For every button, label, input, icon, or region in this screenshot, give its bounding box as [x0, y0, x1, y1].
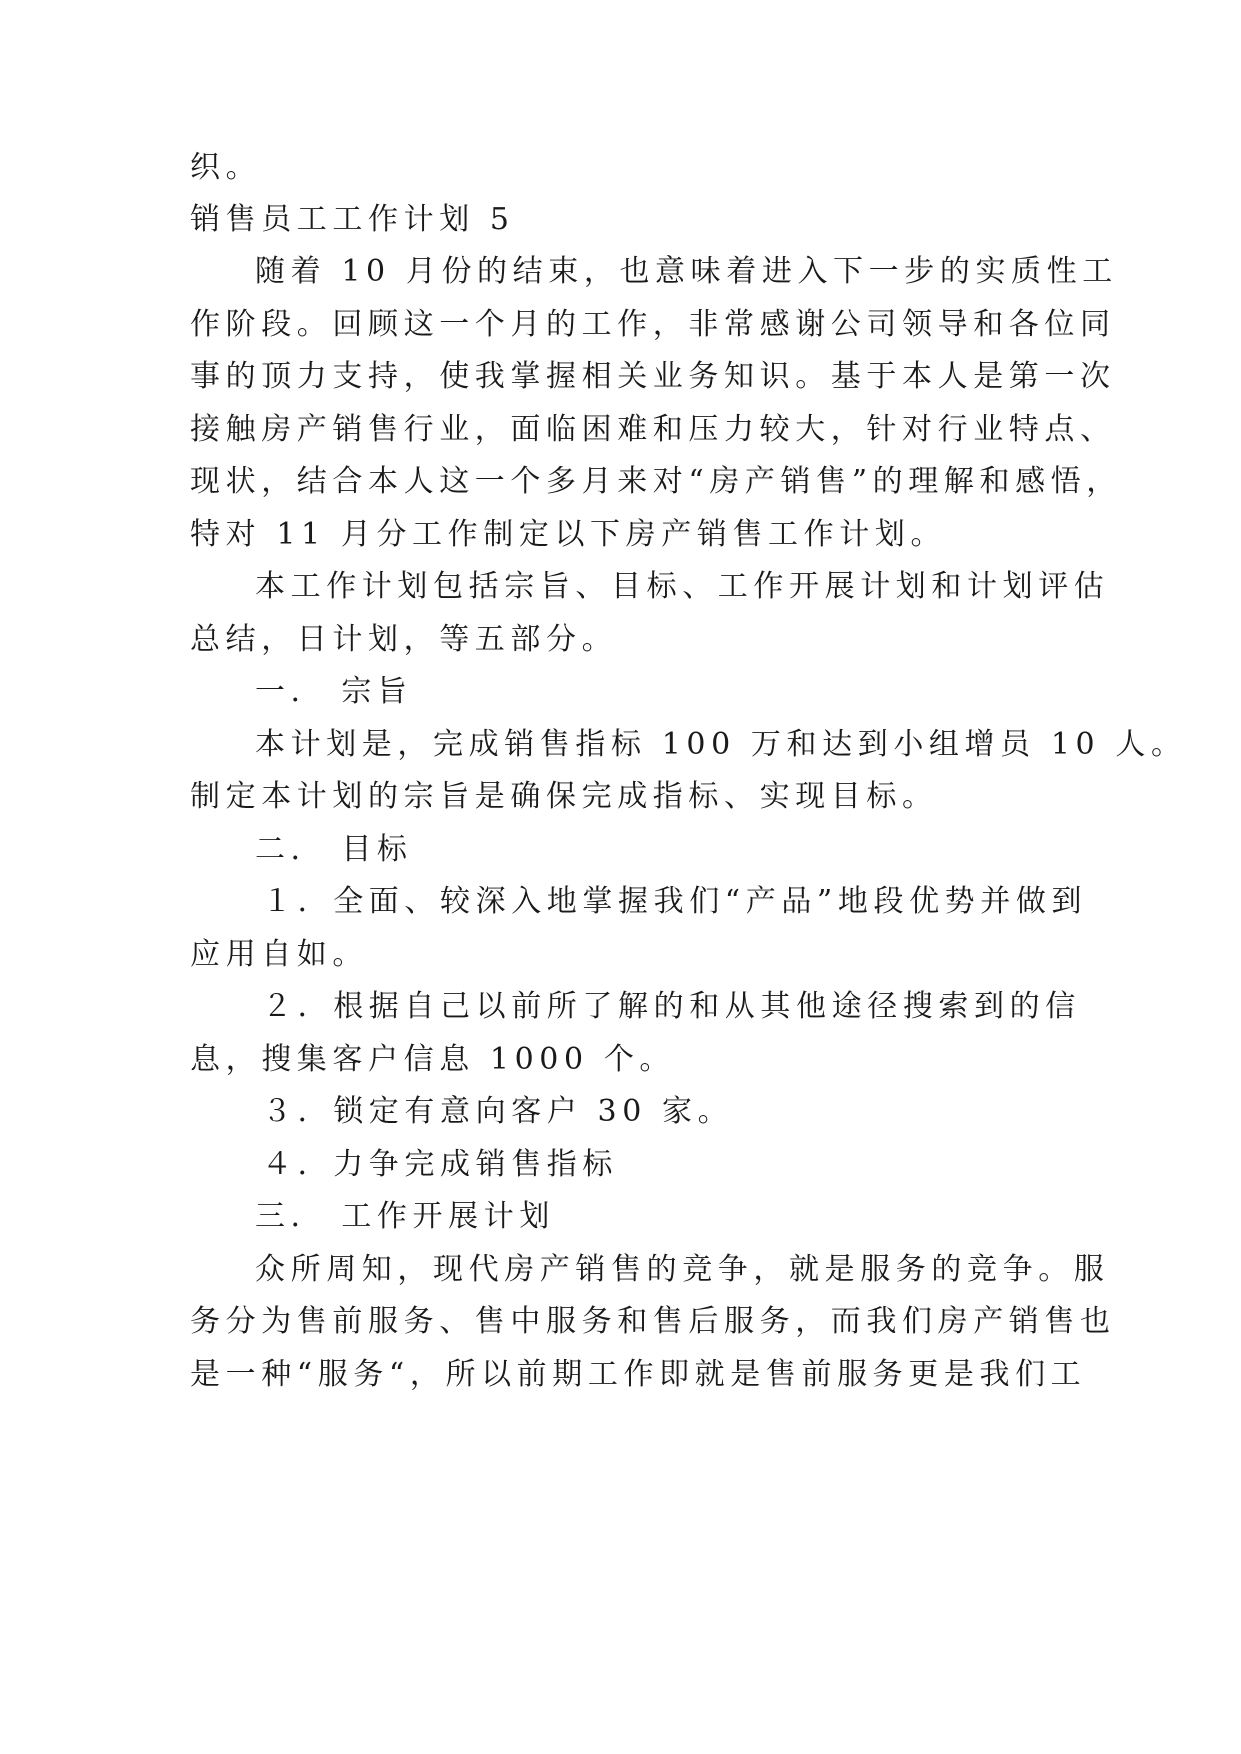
list-item-continuation: 息，搜集客户信息 1000 个。 — [190, 1042, 676, 1077]
subheading-purpose: 一． 宗旨 — [255, 674, 413, 709]
paragraph-line: 现状，结合本人这一个多月来对“房产销售”的理解和感悟， — [190, 464, 1122, 499]
list-item-continuation: 应用自如。 — [190, 937, 368, 972]
paragraph-line: 是一种“服务“，所以前期工作即就是售前服务更是我们工 — [190, 1357, 1087, 1392]
paragraph-line: 随着 10 月份的结束，也意味着进入下一步的实质性工 — [255, 254, 1118, 289]
subheading-work-plan: 三． 工作开展计划 — [255, 1199, 555, 1234]
paragraph-line: 总结，日计划，等五部分。 — [190, 622, 618, 657]
list-item: １．全面、较深入地掌握我们“产品”地段优势并做到 — [262, 884, 1088, 919]
text-line: 织。 — [190, 150, 262, 185]
paragraph-line: 特对 11 月分工作制定以下房产销售工作计划。 — [190, 517, 947, 552]
paragraph-line: 作阶段。回顾这一个月的工作，非常感谢公司领导和各位同 — [190, 307, 1116, 342]
paragraph-line: 本计划是，完成销售指标 100 万和达到小组增员 10 人。 — [255, 727, 1187, 762]
subheading-goals: 二． 目标 — [255, 832, 413, 867]
paragraph-line: 众所周知，现代房产销售的竞争，就是服务的竞争。服 — [255, 1252, 1110, 1287]
list-item: ２．根据自己以前所了解的和从其他途径搜索到的信 — [262, 989, 1081, 1024]
paragraph-line: 制定本计划的宗旨是确保完成指标、实现目标。 — [190, 779, 938, 814]
list-item: ４．力争完成销售指标 — [262, 1147, 618, 1182]
paragraph-line: 接触房产销售行业，面临困难和压力较大，针对行业特点、 — [190, 412, 1116, 447]
paragraph-line: 本工作计划包括宗旨、目标、工作开展计划和计划评估 — [255, 569, 1110, 604]
section-heading: 销售员工工作计划 5 — [190, 202, 515, 237]
list-item: ３．锁定有意向客户 30 家。 — [262, 1094, 734, 1129]
paragraph-line: 务分为售前服务、售中服务和售后服务，而我们房产销售也 — [190, 1304, 1116, 1339]
paragraph-line: 事的顶力支持，使我掌握相关业务知识。基于本人是第一次 — [190, 359, 1116, 394]
